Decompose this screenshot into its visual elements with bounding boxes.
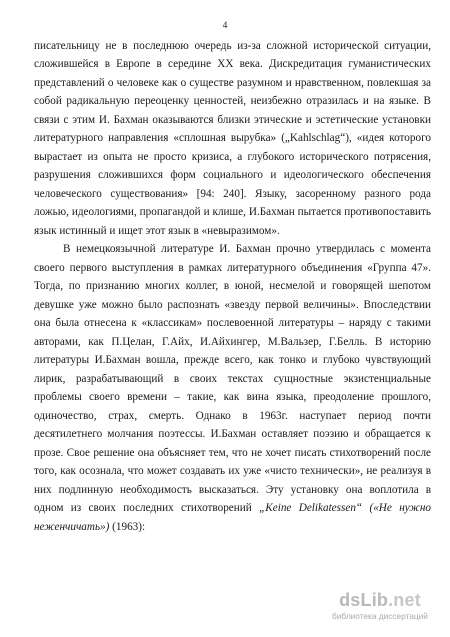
text-line <box>34 111 431 130</box>
text-line <box>34 129 431 148</box>
text-line-content: связи с этим И. Бахман оказываются близки этические и эстетические установки <box>34 113 431 126</box>
text-line <box>34 444 431 463</box>
text-line <box>34 388 431 407</box>
text-line <box>34 370 431 389</box>
text-line <box>34 518 431 537</box>
text-line <box>34 481 431 500</box>
text-line-content: вырастает из опыта не просто кризиса, а глубокого исторического потрясения, <box>34 150 431 163</box>
text-line-content: она была отнесена к «классикам» послевоенной литературы – наряду с такими <box>34 317 431 329</box>
text-line <box>34 333 431 352</box>
text-line <box>34 296 431 315</box>
text-line <box>34 240 431 259</box>
text-line-content: разрушения сложившихся форм социального и идеологического обеспечения <box>34 169 431 181</box>
text-line-content: прозе. Свое решение она объясняет тем, что не хочет писать стихотворений после <box>34 446 431 459</box>
text-line-content: проблемы своего времени – такие, как вина языка, преодоление прошлого, <box>34 391 431 403</box>
text-line <box>34 425 431 444</box>
text-line <box>34 55 431 74</box>
text-line <box>34 222 431 241</box>
text-line <box>34 148 431 167</box>
text-line <box>34 277 431 296</box>
text-line-content: литературы И.Бахман вошла, прежде всего, как тонко и глубоко чувствующий <box>34 354 431 366</box>
text-line-content: язык истинный и ищет этот язык в «невыразимом». <box>34 224 280 237</box>
text-line-content: них подлинную необходимость высказаться. Эту установку она воплотила в <box>34 483 431 496</box>
text-line <box>34 351 431 370</box>
text-line-content: того, как осознала, что может создавать их уже «чисто технически», не реализуя в <box>34 465 431 477</box>
text-line-content: сложившейся в Европе в середине XX века. Дискредитация гуманистических <box>34 58 431 70</box>
text-line <box>34 37 431 56</box>
watermark-subtitle: библиотека диссертаций <box>332 611 428 621</box>
text-line <box>34 166 431 185</box>
watermark-logo <box>324 590 436 621</box>
text-line <box>34 499 431 518</box>
text-line <box>34 185 431 204</box>
text-line-content: литературного направления «сплошная вырубка» („Kahlschlag“), «идея которого <box>34 132 431 144</box>
text-line <box>34 314 431 333</box>
text-line <box>34 462 431 481</box>
text-line-content: лирик, разрабатывающий в своих текстах сущностные экзистенциальные <box>34 372 431 385</box>
text-line-content: авторами, как П.Целан, Г.Айх, И.Айхингер, М.Вальзер, Г.Белль. В историю <box>34 335 431 348</box>
text-line <box>34 74 431 93</box>
text-line <box>34 259 431 278</box>
text-line-content: представлений о человеке как о существе разумном и нравственном, повлекшая за <box>34 76 431 89</box>
text-line <box>34 203 431 222</box>
text-line <box>34 92 431 111</box>
text-line-content: десятилетнего молчания поэтессы. И.Бахман оставляет поэзию и обращается к <box>34 428 431 440</box>
text-line-content: ложью, идеологиями, пропагандой и клише, И.Бахман пытается противопоставить <box>34 206 431 218</box>
text-line-italic: неженчичать») <box>34 520 110 533</box>
text-line-content: девушке уже можно было распознать «звезду первой величины». Впоследствии <box>34 298 431 311</box>
text-line-content: собой радикальную переоценку ценностей, неизбежно отразилась и на языке. В <box>34 95 431 107</box>
watermark-brand: dsLib.net <box>339 590 421 610</box>
text-line-content: В немецкоязычной литературе И. Бахман прочно утвердилась с момента <box>63 243 431 255</box>
text-line-content: одиночество, страх, смерть. Однако в 1963г. наступает период почти <box>34 409 431 422</box>
text-line <box>34 407 431 426</box>
text-line-content: человеческого существования» [94: 240]. Языку, засоренному разного рода <box>34 187 431 200</box>
text-line-content: своего первого выступления в рамках литературного объединения «Группа 47». <box>34 261 431 274</box>
text-line-italic: „Keine Delikatessen“ («Не нужно <box>259 502 431 514</box>
text-line-content: одном из своих последних стихотворений <box>34 502 260 514</box>
text-line-content: Тогда, по признанию многих коллег, в юной, несмелой и говорящей шепотом <box>34 280 431 292</box>
body-text <box>34 37 431 537</box>
text-line-content: (1963): <box>109 520 146 533</box>
page-number: 4 <box>222 21 228 31</box>
text-line-content: писательницу не в последнюю очередь из-за сложной исторической ситуации, <box>34 39 431 52</box>
